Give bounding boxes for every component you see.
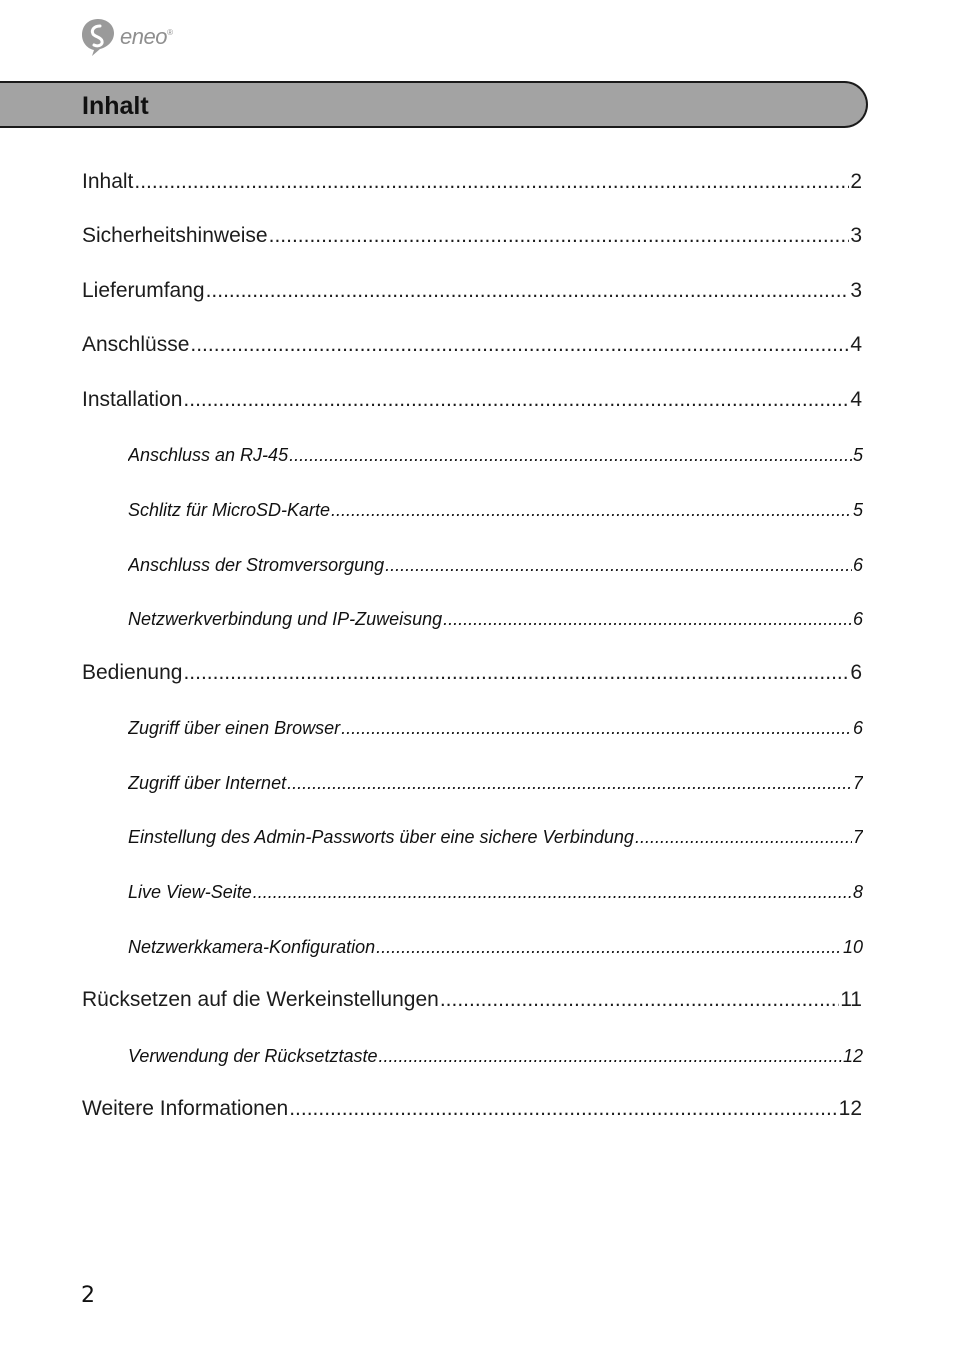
toc-entry-bedienung[interactable]: Bedienung ..... 6: [82, 661, 862, 685]
toc-entry-sicherheitshinweise[interactable]: Sicherheitshinweise ..... 3: [82, 224, 862, 248]
toc-entry-stromversorgung[interactable]: Anschluss der Stromversorgung ..... 6: [128, 555, 863, 576]
toc-entry-netzwerkverbindung[interactable]: Netzwerkverbindung und IP-Zuweisung ..... 6: [128, 609, 863, 630]
toc-entry-inhalt[interactable]: Inhalt ..... 2: [82, 170, 862, 194]
page-number: 2: [81, 1283, 95, 1308]
toc-entry-weitere-informationen[interactable]: Weitere Informationen ..... 12: [82, 1097, 862, 1121]
toc-entry-ruecksetztaste[interactable]: Verwendung der Rücksetztaste ..... 12: [128, 1046, 863, 1067]
toc-entry-anschluss-rj45[interactable]: Anschluss an RJ-45 ..... 5: [128, 445, 863, 466]
eneo-logo-icon: [80, 17, 116, 57]
toc-entry-admin-passwort[interactable]: Einstellung des Admin-Passworts über eine sichere Verbindung ..... 7: [128, 827, 863, 848]
toc-entry-zugriff-browser[interactable]: Zugriff über einen Browser ..... 6: [128, 718, 863, 739]
toc-entry-ruecksetzen[interactable]: Rücksetzen auf die Werkeinstellungen ..... 11: [82, 988, 862, 1012]
toc-entry-kamera-konfiguration[interactable]: Netzwerkkamera-Konfiguration ..... 10: [128, 937, 863, 958]
toc-entry-installation[interactable]: Installation ..... 4: [82, 388, 862, 412]
page-title: Inhalt: [82, 92, 149, 120]
toc-entry-lieferumfang[interactable]: Lieferumfang ..... 3: [82, 279, 862, 303]
brand-wordmark: eneo®: [120, 24, 173, 49]
toc-entry-anschluesse[interactable]: Anschlüsse ..... 4: [82, 333, 862, 357]
toc-entry-live-view[interactable]: Live View-Seite ..... 8: [128, 882, 863, 903]
brand-logo: [80, 16, 190, 58]
toc-entry-microsd[interactable]: Schlitz für MicroSD-Karte ..... 5: [128, 500, 863, 521]
toc-entry-zugriff-internet[interactable]: Zugriff über Internet ..... 7: [128, 773, 863, 794]
